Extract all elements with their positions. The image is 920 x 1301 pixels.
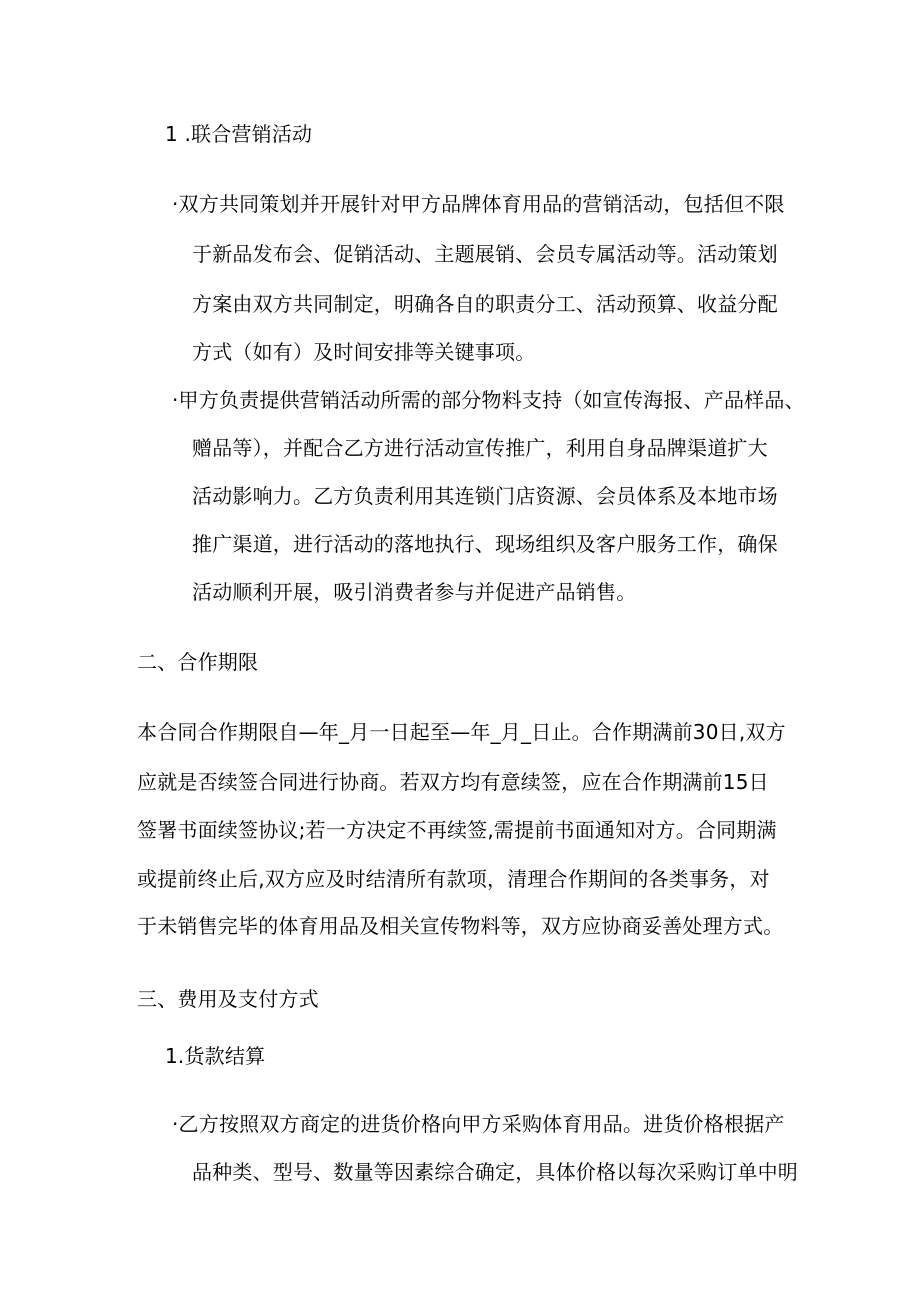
bullet-line: 推广渠道，进行活动的落地执行、现场组织及客户服务工作，确保 bbox=[192, 532, 778, 556]
section-heading-joint-marketing: 1 .联合营销活动 bbox=[165, 122, 313, 146]
bullet-line: 方式（如有）及时间安排等关键事项。 bbox=[192, 340, 536, 364]
bullet-line: 赠品等），并配合乙方进行活动宣传推广，利用自身品牌渠道扩大 bbox=[192, 436, 768, 460]
paragraph-line: 于未销售完毕的体育用品及相关宣传物料等，双方应协商妥善处理方式。 bbox=[137, 914, 784, 938]
bullet-line: ·双方共同策划并开展针对甲方品牌体育用品的营销活动，包括但不限 bbox=[172, 192, 785, 216]
section-heading-fees-payment: 三、费用及支付方式 bbox=[137, 987, 319, 1011]
paragraph-line: 签署书面续签协议;若一方决定不再续签,需提前书面通知对方。合同期满 bbox=[137, 818, 777, 842]
bullet-line: 活动顺利开展，吸引消费者参与并促进产品销售。 bbox=[192, 580, 637, 604]
bullet-line: 活动影响力。乙方负责利用其连锁门店资源、会员体系及本地市场 bbox=[192, 484, 778, 508]
bullet-line: 于新品发布会、促销活动、主题展销、会员专属活动等。活动策划 bbox=[192, 242, 778, 266]
paragraph-line: 本合同合作期限自—年_月一日起至—年_月_日止。合作期满前30日,双方 bbox=[137, 720, 786, 744]
paragraph-line: 应就是否续签合同进行协商。若双方均有意续签，应在合作期满前15日 bbox=[137, 770, 769, 794]
bullet-line: ·乙方按照双方商定的进货价格向甲方采购体育用品。进货价格根据产 bbox=[172, 1112, 785, 1136]
bullet-line: 方案由双方共同制定，明确各自的职责分工、活动预算、收益分配 bbox=[192, 292, 778, 316]
section-heading-cooperation-period: 二、合作期限 bbox=[137, 650, 259, 674]
bullet-line: ·甲方负责提供营销活动所需的部分物料支持（如宣传海报、产品样品、 bbox=[172, 388, 805, 412]
subsection-heading-payment-settlement: 1.货款结算 bbox=[165, 1044, 266, 1068]
paragraph-line: 或提前终止后,双方应及时结清所有款项，清理合作期间的各类事务，对 bbox=[137, 867, 770, 891]
bullet-line: 品种类、型号、数量等因素综合确定，具体价格以每次采购订单中明 bbox=[192, 1160, 798, 1184]
